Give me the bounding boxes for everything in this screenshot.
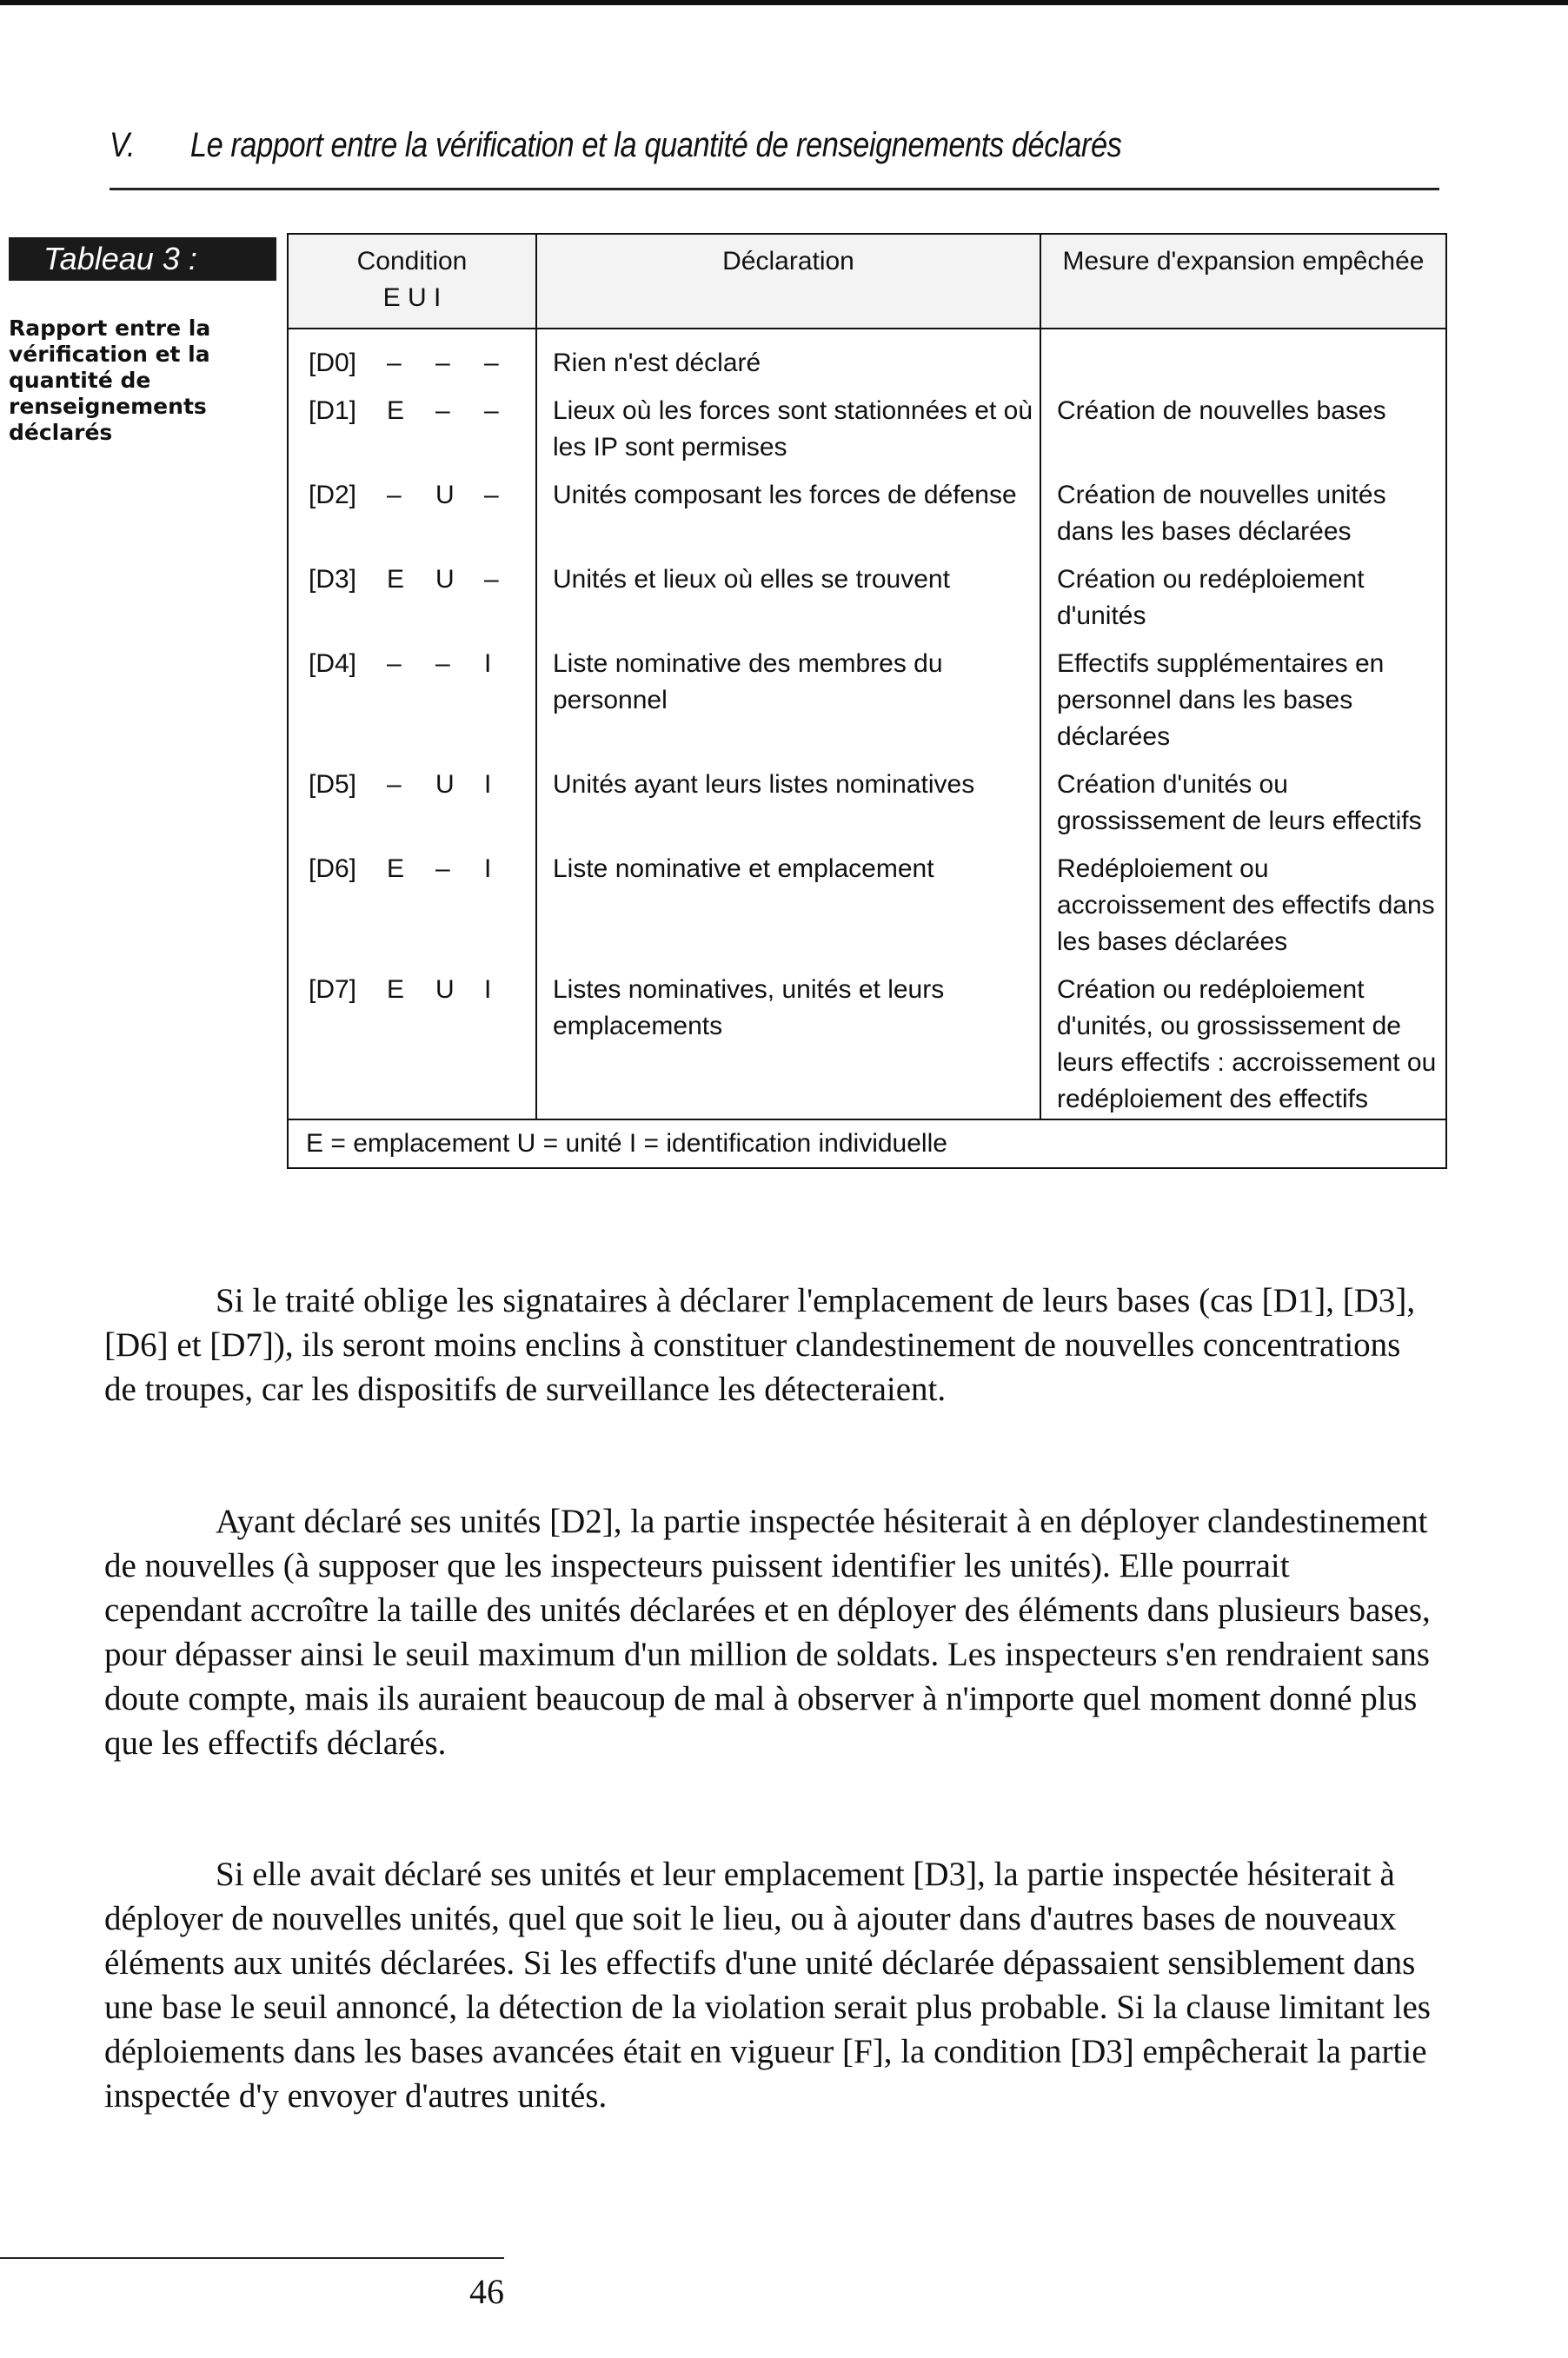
condition-e: E [387, 565, 405, 594]
table-row [288, 635, 1446, 756]
condition-i: I [484, 975, 492, 1004]
condition-e: – [387, 770, 402, 799]
footer-rule [0, 2257, 504, 2259]
table-row [288, 840, 1446, 961]
measure-cell: Création ou redéploiement d'unités [1040, 551, 1446, 635]
condition-code: [D6] [309, 854, 357, 883]
condition-i: I [484, 770, 492, 799]
header-measure: Mesure d'expansion empêchée [1040, 234, 1446, 329]
declaration-cell: Liste nominative et emplacement [536, 840, 1040, 961]
page-number: 46 [469, 2272, 504, 2311]
condition-i: I [484, 649, 492, 678]
condition-code: [D0] [309, 349, 357, 377]
condition-e: E [387, 854, 405, 883]
paragraph-2: Ayant déclaré ses unités [D2], la partie inspectée hésiterait à en déployer clandestinement de nouvelles (à supposer que les inspecteurs puissent identifier les unités). Elle pourrait cependant accroître la taille des unités déclarées et en déployer des éléments dans plusieurs bases, pour dépasser ainsi le seuil maximum d'un million de soldats. Les inspecteurs s'en rendraient sans doute compte, mais ils auraient beaucoup de mal à observer à n'importe quel moment donné plus que les effectifs déclarés. [104, 1503, 1431, 1762]
measure-cell [1040, 329, 1446, 382]
header-condition-label: Condition [356, 247, 468, 276]
paragraph-3: Si elle avait déclaré ses unités et leur emplacement [D3], la partie inspectée hésiterait à déployer de nouvelles unités, quel que soit le lieu, ou à ajouter dans d'autres bases de nouveaux éléments aux unités déclarées. Si les effectifs d'une unité déclarée dépassaient sensiblement dans une base le seuil annoncé, la détection de la violation serait plus probable. Si la clause limitant les déploiements dans les bases avancées était en vigueur [F], la condition [D3] empêcherait la partie inspectée d'y envoyer d'autres unités. [104, 1856, 1431, 2115]
measure-cell: Redéploiement ou accroissement des effectifs dans les bases déclarées [1040, 840, 1446, 961]
condition-e: E [387, 975, 405, 1004]
condition-i: – [484, 349, 499, 377]
table-row [288, 382, 1446, 467]
section-heading [110, 126, 1231, 165]
condition-code: [D7] [309, 975, 357, 1004]
condition-i: – [484, 396, 499, 425]
condition-u: – [435, 854, 450, 883]
table-row [288, 551, 1446, 635]
condition-u: – [435, 649, 450, 678]
condition-u: U [435, 481, 455, 509]
condition-cell [288, 467, 536, 551]
table-row [288, 756, 1446, 840]
condition-cell [288, 840, 536, 961]
condition-cell [288, 329, 536, 382]
table-caption: Rapport entre la vérification et la quantité de renseignements déclarés [9, 316, 211, 445]
measure-cell: Création de nouvelles unités dans les bases déclarées [1040, 467, 1446, 551]
verification-table [287, 233, 1447, 1169]
table-row [288, 961, 1446, 1119]
condition-u: – [435, 349, 450, 377]
heading-rule [110, 188, 1439, 190]
condition-cell [288, 756, 536, 840]
condition-cell [288, 551, 536, 635]
top-border-rule [0, 0, 1568, 5]
condition-code: [D3] [309, 565, 357, 594]
condition-u: U [435, 565, 455, 594]
condition-u: U [435, 975, 455, 1004]
condition-code: [D4] [309, 649, 357, 678]
condition-u: – [435, 396, 450, 425]
declaration-cell: Listes nominatives, unités et leurs emplacements [536, 961, 1040, 1119]
condition-i: – [484, 481, 499, 509]
section-number: V. [110, 126, 136, 164]
header-declaration: Déclaration [536, 234, 1040, 329]
condition-code: [D2] [309, 481, 357, 509]
condition-code: [D5] [309, 770, 357, 799]
header-condition-sub: E U I [382, 283, 442, 312]
declaration-cell: Unités composant les forces de défense [536, 467, 1040, 551]
table-row [288, 329, 1446, 382]
declaration-cell: Lieux où les forces sont stationnées et où les IP sont permises [536, 382, 1040, 467]
measure-cell: Création d'unités ou grossissement de leurs effectifs [1040, 756, 1446, 840]
declaration-cell: Unités ayant leurs listes nominatives [536, 756, 1040, 840]
declaration-cell: Unités et lieux où elles se trouvent [536, 551, 1040, 635]
measure-cell: Création de nouvelles bases [1040, 382, 1446, 467]
condition-u: U [435, 770, 455, 799]
table-row [288, 467, 1446, 551]
table-container [287, 233, 1445, 1202]
condition-i: – [484, 565, 499, 594]
condition-e: – [387, 481, 402, 509]
table-header-row [288, 234, 1446, 329]
condition-e: – [387, 649, 402, 678]
condition-i: I [484, 854, 492, 883]
paragraph-1: Si le traité oblige les signataires à déclarer l'emplacement de leurs bases (cas [D1], [D3], [D6] et [D7]), ils seront moins enclins à constituer clandestinement de nouvelles concentrations de troupes, car les dispositifs de surveillance les détecteraient. [104, 1282, 1416, 1408]
table-legend: E = emplacement U = unité I = identification individuelle [288, 1119, 1446, 1168]
measure-cell: Effectifs supplémentaires en personnel dans les bases déclarées [1040, 635, 1446, 756]
section-title: Le rapport entre la vérification et la quantité de renseignements déclarés [189, 126, 1122, 164]
table-legend-row [288, 1119, 1446, 1168]
declaration-cell: Rien n'est déclaré [536, 329, 1040, 382]
condition-cell [288, 635, 536, 756]
header-condition [288, 234, 536, 329]
declaration-cell: Liste nominative des membres du personnel [536, 635, 1040, 756]
condition-cell [288, 382, 536, 467]
table-label: Tableau 3 : [9, 237, 276, 281]
condition-code: [D1] [309, 396, 357, 425]
condition-e: – [387, 349, 402, 377]
condition-e: E [387, 396, 405, 425]
condition-cell [288, 961, 536, 1119]
measure-cell: Création ou redéploiement d'unités, ou grossissement de leurs effectifs : accroissement ou redéploiement des effectifs [1040, 961, 1446, 1119]
